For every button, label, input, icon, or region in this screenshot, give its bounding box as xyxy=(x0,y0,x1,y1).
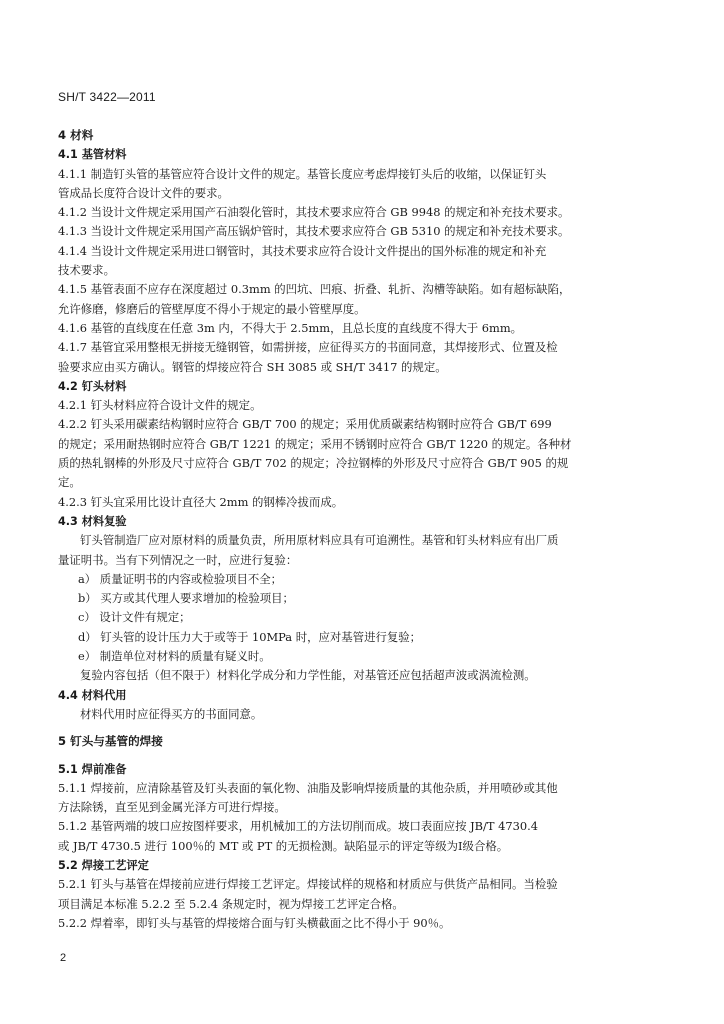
paragraph-line: 5.2.2 焊着率，即钉头与基管的焊接熔合面与钉头横截面之比不得小于 90％。 xyxy=(58,915,451,930)
paragraph-line: 定。 xyxy=(58,475,81,490)
list-item: a） 质量证明书的内容或检验项目不全； xyxy=(78,571,283,586)
section-heading: 4 材料 xyxy=(58,128,94,142)
page-number: 2 xyxy=(60,952,67,964)
paragraph-line: 质的热轧钢棒的外形及尺寸应符合 GB/T 702 的规定；冷拉钢棒的外形及尺寸应符合 GB/T 905 的规 xyxy=(58,456,569,471)
paragraph-line: 4.2.1 钉头材料应符合设计文件的规定。 xyxy=(58,398,262,413)
subsection-heading: 4.2 钉头材料 xyxy=(58,379,127,393)
paragraph-line: 复验内容包括（但不限于）材料化学成分和力学性能，对基管还应包括超声波或涡流检测。 xyxy=(80,668,536,683)
list-item: d） 钉头管的设计压力大于或等于 10MPa 时，应对基管进行复验； xyxy=(78,629,422,644)
subsection-heading: 4.1 基管材料 xyxy=(58,148,127,162)
paragraph-line: 材料代用时应征得买方的书面同意。 xyxy=(80,706,263,721)
paragraph-line: 4.1.3 当设计文件规定采用国产高压锅炉管时，其技术要求应符合 GB 5310 的规定和补充技术要求。 xyxy=(58,224,570,239)
list-item: c） 设计文件有规定； xyxy=(78,610,191,625)
paragraph-line: 4.1.4 当设计文件规定采用进口钢管时，其技术要求应符合设计文件提出的国外标准的规定和补充 xyxy=(58,243,547,258)
paragraph-line: 5.1.2 基管两端的坡口应按图样要求，用机械加工的方法切削而成。坡口表面应按 JB/T 4730.4 xyxy=(58,819,538,834)
subsection-heading: 5.1 焊前准备 xyxy=(58,762,127,776)
paragraph-line: 或 JB/T 4730.5 进行 100％的 MT 或 PT 的无损检测。缺陷显示的评定等级为Ⅰ级合格。 xyxy=(58,838,509,853)
paragraph-line: 技术要求。 xyxy=(58,263,115,278)
paragraph-line: 4.2.2 钉头采用碳素结构钢时应符合 GB/T 700 的规定；采用优质碳素结构钢时应符合 GB/T 699 xyxy=(58,417,552,432)
paragraph-line: 项目满足本标准 5.2.2 至 5.2.4 条规定时，视为焊接工艺评定合格。 xyxy=(58,896,404,911)
paragraph-line: 5.1.1 焊接前，应清除基管及钉头表面的氧化物、油脂及影响焊接质量的其他杂质，并用喷砂或其他 xyxy=(58,780,558,795)
paragraph-line: 4.1.1 制造钉头管的基管应符合设计文件的规定。基管长度应考虑焊接钉头后的收缩，以保证钉头 xyxy=(58,166,547,181)
paragraph-line: 允许修磨，修磨后的管壁厚度不得小于规定的最小管壁厚度。 xyxy=(58,301,366,316)
paragraph-line: 4.1.6 基管的直线度在任意 3m 内，不得大于 2.5mm，且总长度的直线度不得大于 6mm。 xyxy=(58,320,523,335)
paragraph-line: 验要求应由买方确认。钢管的焊接应符合 SH 3085 或 SH/T 3417 的规定。 xyxy=(58,359,447,374)
paragraph-line: 4.2.3 钉头宜采用比设计直径大 2mm 的钢棒冷拔而成。 xyxy=(58,494,344,509)
paragraph-line: 方法除锈，直至见到金属光泽方可进行焊接。 xyxy=(58,800,286,815)
paragraph-line: 4.1.2 当设计文件规定采用国产石油裂化管时，其技术要求应符合 GB 9948 的规定和补充技术要求。 xyxy=(58,205,570,220)
paragraph-line: 钉头管制造厂应对原材料的质量负责，所用原材料应具有可追溯性。基管和钉头材料应有出厂质 xyxy=(80,533,559,548)
subsection-heading: 4.3 材料复验 xyxy=(58,514,127,528)
spacer xyxy=(58,724,638,732)
paragraph-line: 4.1.5 基管表面不应存在深度超过 0.3mm 的凹坑、凹痕、折叠、轧折、沟槽等缺陷。如有超标缺陷， xyxy=(58,282,571,297)
list-item: e） 制造单位对材料的质量有疑义时。 xyxy=(78,649,271,664)
document-body xyxy=(58,126,638,933)
section-heading: 5 钉头与基管的焊接 xyxy=(58,734,163,749)
subsection-heading: 4.4 材料代用 xyxy=(58,688,127,702)
paragraph-line: 5.2.1 钉头与基管在焊接前应进行焊接工艺评定。焊接试样的规格和材质应与供货产品相同。当检验 xyxy=(58,877,558,892)
paragraph-line: 4.1.7 基管宜采用整根无拼接无缝钢管，如需拼接，应征得买方的书面同意，其焊接形式、位置及检 xyxy=(58,340,558,355)
paragraph-line: 的规定；采用耐热钢时应符合 GB/T 1221 的规定；采用不锈钢时应符合 GB/T 1220 的规定。各种材 xyxy=(58,436,572,451)
paragraph-line: 量证明书。当有下列情况之一时，应进行复验： xyxy=(58,552,298,567)
standard-code-header: SH/T 3422—2011 xyxy=(58,90,156,104)
spacer xyxy=(58,752,638,760)
paragraph-line: 管成品长度符合设计文件的要求。 xyxy=(58,185,229,200)
subsection-heading: 5.2 焊接工艺评定 xyxy=(58,858,149,872)
list-item: b） 买方或其代理人要求增加的检验项目； xyxy=(78,591,294,606)
